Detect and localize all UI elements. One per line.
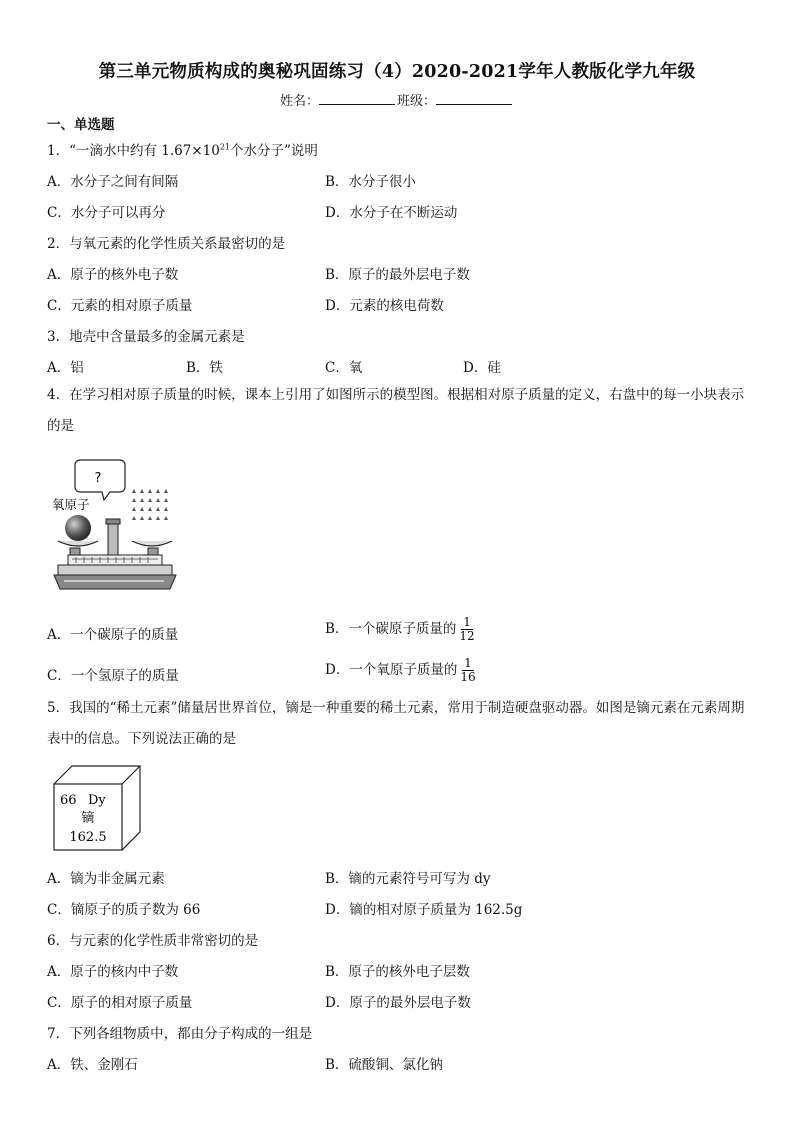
element-name: 镝 bbox=[81, 811, 95, 826]
question-6-stem: 6．与元素的化学性质非常密切的是 bbox=[47, 933, 259, 949]
balance-scale-figure bbox=[50, 455, 180, 600]
question-4-stem: 4．在学习相对原子质量的时候，课本上引用了如图所示的模型图。根据相对原子质量的定义，右盘中的每一小块表示的是 bbox=[47, 387, 745, 434]
q1-option-c[interactable]: C．水分子可以再分 bbox=[47, 205, 166, 221]
question-3-stem: 3．地壳中含量最多的金属元素是 bbox=[47, 329, 245, 345]
oxygen-atom-ball bbox=[65, 515, 91, 541]
element-symbol: Dy bbox=[88, 793, 106, 808]
oxygen-atom-label: 氧原子 bbox=[52, 497, 90, 512]
class-label: 班级： bbox=[397, 94, 437, 109]
q4-option-d[interactable]: D．一个氧原子质量的 $\frac{1}{16}$ bbox=[325, 656, 476, 684]
q1-option-d[interactable]: D．水分子在不断运动 bbox=[325, 205, 458, 221]
atomic-number: 66 bbox=[60, 793, 77, 808]
q5-option-d[interactable]: D．镝的相对原子质量为 162.5g bbox=[325, 902, 523, 918]
right-pan bbox=[132, 541, 172, 546]
q5-option-b[interactable]: B．镝的元素符号可写为 dy bbox=[325, 871, 491, 887]
q2-option-c[interactable]: C．元素的相对原子质量 bbox=[47, 298, 193, 314]
section-heading: 一、单选题 bbox=[47, 117, 115, 133]
question-1-stem: 1．“一滴水中约有 $1.67\times 10^{21}$个水分子”说明 bbox=[47, 142, 318, 159]
student-info bbox=[0, 90, 794, 109]
q1-option-a[interactable]: A．水分子之间有间隔 bbox=[47, 174, 179, 190]
q3-option-c[interactable]: C．氧 bbox=[325, 360, 363, 376]
q1-option-b[interactable]: B．水分子很小 bbox=[325, 174, 416, 190]
q7-option-a[interactable]: A．铁、金刚石 bbox=[47, 1057, 138, 1073]
name-label: 姓名： bbox=[279, 94, 319, 109]
fraction-1-12: $\frac{1}{12}$ bbox=[459, 615, 475, 643]
left-pan bbox=[58, 541, 98, 546]
q6-option-a[interactable]: A．原子的核内中子数 bbox=[47, 964, 179, 980]
q3-option-a[interactable]: A．铝 bbox=[47, 360, 84, 376]
class-blank[interactable] bbox=[436, 92, 512, 105]
q7-option-b[interactable]: B．硫酸铜、氯化钠 bbox=[325, 1057, 443, 1073]
q4-option-a[interactable]: A．一个碳原子的质量 bbox=[47, 627, 179, 643]
q3-option-d[interactable]: D．硅 bbox=[463, 360, 501, 376]
balance-base bbox=[58, 565, 172, 575]
bubble-text: ? bbox=[94, 471, 102, 486]
q5-option-a[interactable]: A．镝为非金属元素 bbox=[47, 871, 165, 887]
question-7-stem: 7．下列各组物质中，都由分子构成的一组是 bbox=[47, 1026, 313, 1042]
small-weights bbox=[132, 489, 168, 520]
fraction-1-16: $\frac{1}{16}$ bbox=[460, 656, 476, 684]
q6-option-c[interactable]: C．原子的相对原子质量 bbox=[47, 995, 193, 1011]
q2-option-a[interactable]: A．原子的核外电子数 bbox=[47, 267, 179, 283]
name-blank[interactable] bbox=[319, 92, 395, 105]
q6-option-d[interactable]: D．原子的最外层电子数 bbox=[325, 995, 471, 1011]
q6-option-b[interactable]: B．原子的核外电子层数 bbox=[325, 964, 470, 980]
q2-option-b[interactable]: B．原子的最外层电子数 bbox=[325, 267, 470, 283]
element-card-dysprosium bbox=[52, 764, 144, 854]
q3-option-b[interactable]: B．铁 bbox=[186, 360, 223, 376]
page-title: 第三单元物质构成的奥秘巩固练习（4）2020-2021学年人教版化学九年级 bbox=[98, 62, 696, 82]
q2-option-d[interactable]: D．元素的核电荷数 bbox=[325, 298, 444, 314]
balance-pillar bbox=[108, 523, 118, 555]
q4-option-b[interactable]: B．一个碳原子质量的 $\frac{1}{12}$ bbox=[325, 615, 475, 643]
question-5-stem: 5．我国的“稀土元素”储量居世界首位，镝是一种重要的稀土元素，常用于制造硬盘驱动器。如图是镝元素在元素周期表中的信息。下列说法正确的是 bbox=[47, 700, 745, 747]
q5-option-c[interactable]: C．镝原子的质子数为 66 bbox=[47, 902, 201, 918]
q4-option-c[interactable]: C．一个氢原子的质量 bbox=[47, 668, 179, 684]
atomic-mass: 162.5 bbox=[69, 830, 107, 845]
question-2-stem: 2．与氧元素的化学性质关系最密切的是 bbox=[47, 236, 286, 252]
